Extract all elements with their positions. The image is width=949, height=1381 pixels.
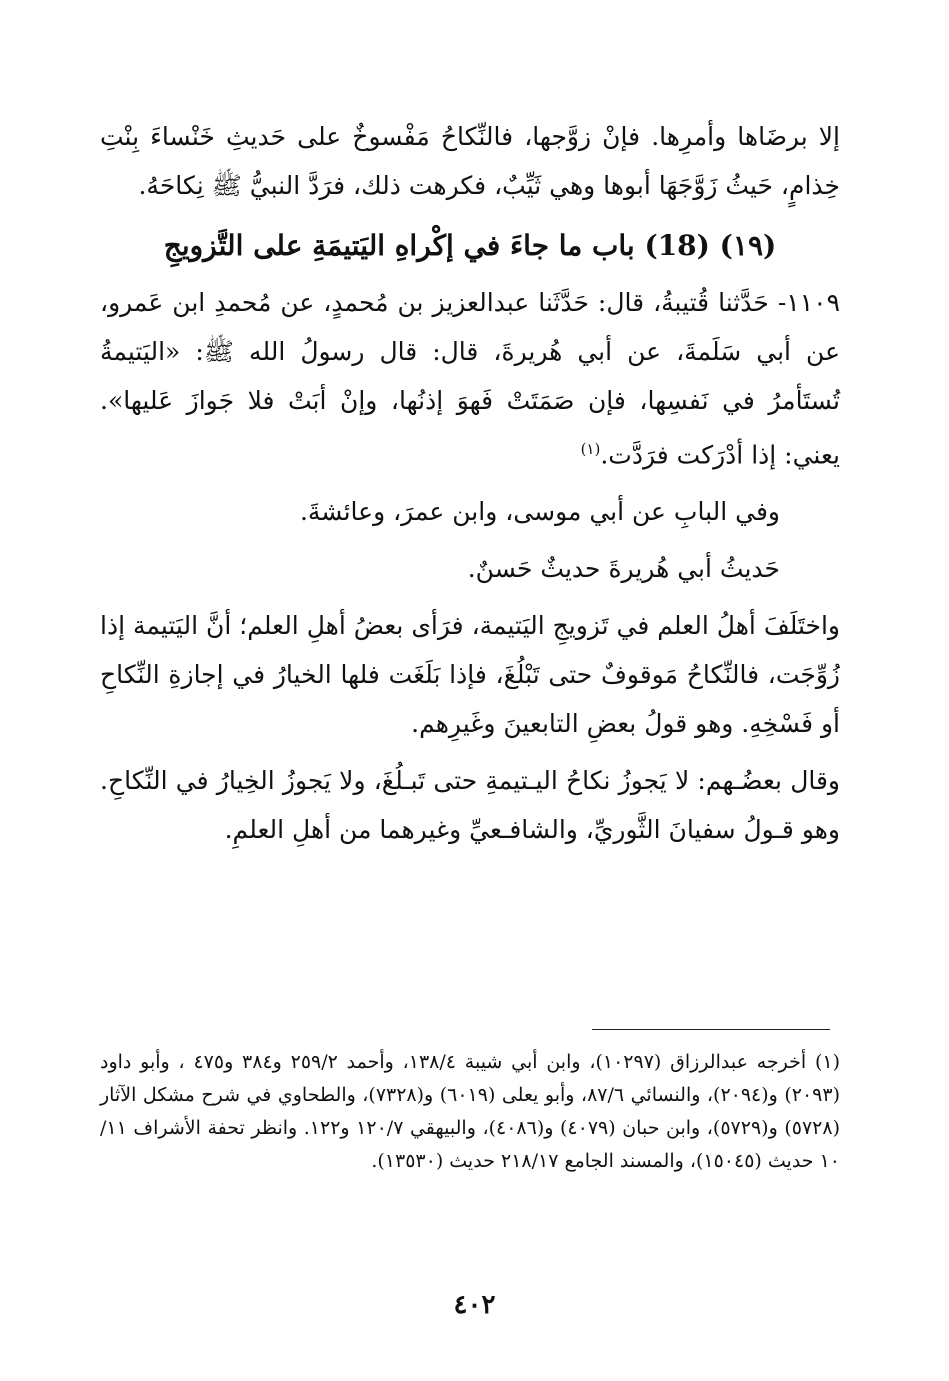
chapter-note: وفي البابِ عن أبي موسى، وابن عمرَ، وعائشةَ. xyxy=(299,497,780,527)
scholarly-discussion-1: واختَلَفَ أهلُ العلم في تَزويجِ اليَتيمة، فرَأى بعضُ أهلِ العلم؛ أنَّ اليَتيمة إذا زُوِّجَت، فالنِّكاحُ مَوقوفٌ حتى تَبْلُغَ، فإذا بَلَغَت فلها الخيارُ في إجازةِ النِّكاحِ أو فَسْخِهِ. وهو قولُ بعضِ التابعينَ وغَيرِهم. xyxy=(100,611,840,739)
chapter-heading: (١٩) (18) باب ما جاءَ في إكْراهِ اليَتيمَةِ على التَّزويجِ xyxy=(163,229,777,262)
footnote-marker: (١) xyxy=(580,440,601,458)
page-number: ٤٠٢ xyxy=(453,1290,496,1320)
hadith-text: ١١٠٩- حَدَّثنا قُتيبةُ، قال: حَدَّثَنا عبدالعزيز بن مُحمدٍ، عن مُحمدِ ابن عَمرو، عن أبي سَلَمةَ، عن أبي هُريرةَ، قال: قال رسولُ الله ﷺ: «اليَتيمةُ تُستَأمرُ في نَفسِها، فإن صَمَتَتْ فَهوَ إذنُها، وإنْ أبَتْ فلا جَوازَ عَليها». يعني: إذا أدْرَكت فرَدَّت. xyxy=(100,288,840,470)
scholarly-discussion-2: وقال بعضُـهم: لا يَجوزُ نكاحُ اليـتيمةِ حتى تَبـلُغَ، ولا يَجوزُ الخِيارُ في النِّكاحِ. وهو قـولُ سفيانَ الثَّوريِّ، والشافـعيِّ وغيرهما من أهلِ العلمِ. xyxy=(100,766,840,845)
hadith-grading: حَديثُ أبي هُريرةَ حديثٌ حَسنٌ. xyxy=(467,554,780,584)
footnote: (١) أخرجه عبدالرزاق (١٠٢٩٧)، وابن أبي شيبة ١٣٨/٤، وأحمد ٢٥٩/٢ و٣٨٤ و٤٧٥ ، وأبو داود (٢٠٩٣) و(٢٠٩٤)، والنسائي ٨٧/٦، وأبو يعلى (٦٠١٩) و(٧٣٢٨)، والطحاوي في شرح مشكل الآثار (٥٧٢٨) و(٥٧٢٩)، وابن حبان (٤٠٧٩) و(٤٠٨٦)، والبيهقي ١٢٠/٧ و١٢٢. وانظر تحفة الأشراف ١١/ ١٠ حديث (١٥٠٤٥)، والمسند الجامع ٢١٨/١٧ حديث (١٣٥٣٠). xyxy=(100,1051,840,1172)
hadith-paragraph xyxy=(100,278,840,479)
opening-paragraph: إلا برضَاها وأمرِها. فإنْ زوَّجها، فالنِّكاحُ مَفْسوخٌ على حَديثِ خَنْساءَ بِنْتِ خِذامٍ، حَيثُ زَوَّجَهَا أبوها وهي ثَيِّبٌ، فكرهت ذلك، فرَدَّ النبيُّ ﷺ نِكاحَهُ. xyxy=(100,122,840,200)
footnote-divider xyxy=(592,1029,830,1030)
